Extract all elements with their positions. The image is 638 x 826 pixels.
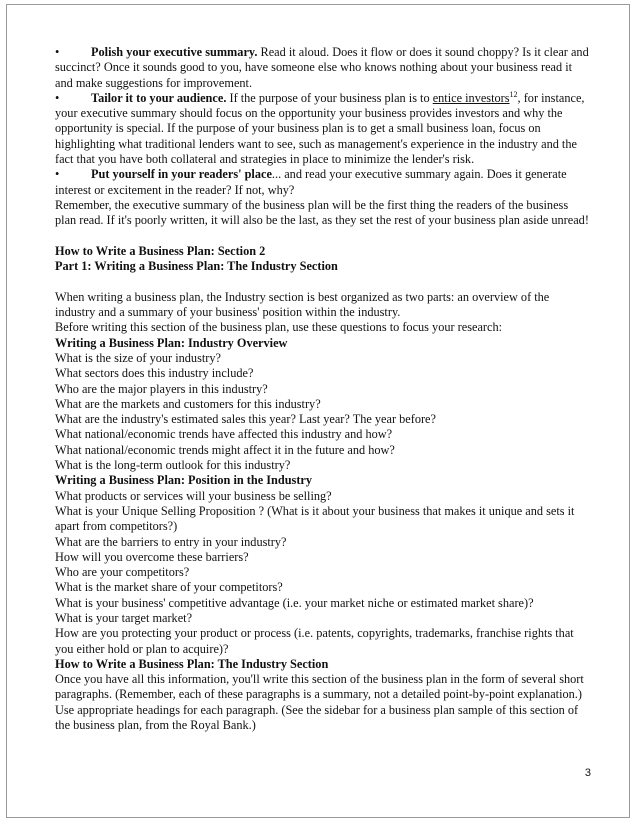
- howto-heading: How to Write a Business Plan: The Industry Section: [55, 656, 329, 671]
- closing-paragraph: Once you have all this information, you'll write this section of the business plan in the form of several short paragraphs. (Remember, each of these paragraphs is a summary, not a detailed point-by-point explanation.) Use appropriate headings for each paragraph. (See the sidebar for a business plan sample of this section of the business plan, from the Royal Bank.): [55, 672, 584, 733]
- footnote-ref: 12: [509, 89, 518, 99]
- document-page: [6, 4, 630, 818]
- page-content: [55, 45, 591, 733]
- remember-paragraph: Remember, the executive summary of the business plan will be the first thing the readers of the business plan read. If it's poorly written, it will also be the last, as they set the rest of your business plan aside unread!: [55, 197, 589, 228]
- page-number: 3: [584, 767, 591, 779]
- question-line: How are you protecting your product or process (i.e. patents, copyrights, trademarks, franchise rights that you either hold or plan to acquire)?: [55, 626, 574, 656]
- section-heading: How to Write a Business Plan: Section 2: [55, 243, 266, 258]
- intro-paragraph: When writing a business plan, the Industry section is best organized as two parts: an overview of the industry and a summary of your business' position within the industry.: [55, 289, 550, 320]
- question-line: What is your target market?: [55, 610, 193, 625]
- bullet-text: Read it aloud. Does it flow or does it sound choppy? Is it clear and succinct? Once it sounds good to you, have someone else who knows nothing about your business read it and make suggestions for improvement.: [55, 45, 589, 90]
- question-line: What are the industry's estimated sales this year? Last year? The year before?: [55, 412, 436, 427]
- bullet-item-3: [55, 167, 591, 198]
- position-questions: [55, 489, 591, 657]
- overview-questions: [55, 351, 591, 473]
- bullet-marker: •: [55, 45, 60, 59]
- bullet-lead: Put yourself in your readers' place: [91, 167, 272, 182]
- bullet-text: ... and read your executive summary again. Does it generate interest or excitement in the reader? If not, why?: [55, 167, 567, 197]
- intro-questions-lead: Before writing this section of the business plan, use these questions to focus your research:: [55, 320, 503, 335]
- question-line: What are the markets and customers for this industry?: [55, 396, 321, 411]
- question-line: What products or services will your business be selling?: [55, 488, 332, 503]
- question-line: What sectors does this industry include?: [55, 366, 254, 381]
- question-line: Who are your competitors?: [55, 565, 190, 580]
- bullet-marker: •: [55, 167, 60, 182]
- question-line: Who are the major players in this industry?: [55, 381, 268, 396]
- question-line: What are the barriers to entry in your industry?: [55, 534, 287, 549]
- bullet-marker: •: [55, 90, 60, 105]
- bullet-lead: Tailor it to your audience.: [91, 90, 227, 105]
- overview-heading: Writing a Business Plan: Industry Overview: [55, 335, 288, 350]
- bullet-item-1: [55, 45, 591, 91]
- question-line: What is the size of your industry?: [55, 350, 221, 365]
- question-line: What is the long-term outlook for this industry?: [55, 458, 291, 473]
- part-heading: Part 1: Writing a Business Plan: The Industry Section: [55, 259, 338, 274]
- question-line: What is the market share of your competitors?: [55, 580, 283, 595]
- question-line: What is your business' competitive advantage (i.e. your market niche or estimated market share)?: [55, 595, 534, 610]
- bullet-item-2: [55, 91, 591, 167]
- position-heading: Writing a Business Plan: Position in the Industry: [55, 473, 313, 488]
- bullet-text: , for instance, your executive summary should focus on the opportunity your business provides investors and why the opportunity is special. If the purpose of your business plan is to get a small business loan, focus on highlighting what traditional lenders want to see, such as management's experience in the industry and the fact that you have both collateral and strategies in place to minimize the lender's risk.: [55, 90, 585, 167]
- question-line: What national/economic trends have affected this industry and how?: [55, 427, 393, 442]
- question-line: What is your Unique Selling Proposition ? (What is it about your business that makes it unique and sets it apart from competitors?): [55, 503, 575, 534]
- entice-investors-link[interactable]: entice investors: [432, 90, 510, 105]
- bullet-lead: Polish your executive summary.: [91, 45, 258, 59]
- question-line: What national/economic trends might affect it in the future and how?: [55, 442, 395, 457]
- question-line: How will you overcome these barriers?: [55, 549, 249, 564]
- bullet-text: If the purpose of your business plan is to: [226, 90, 433, 105]
